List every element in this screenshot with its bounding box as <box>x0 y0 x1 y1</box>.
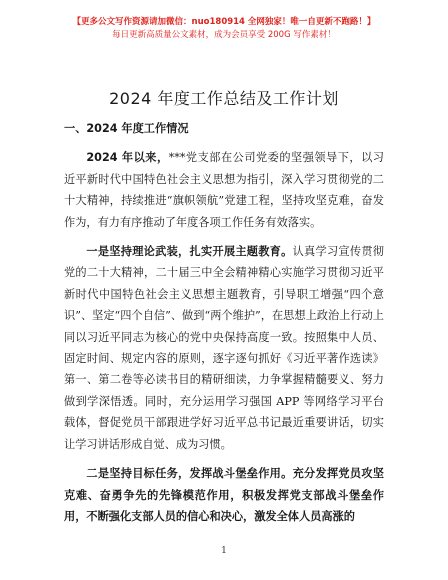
paragraph-3-lead: 二是坚持目标任务，发挥战斗堡垒作用。 <box>86 467 293 481</box>
promo-line-1: 【更多公文写作资源请加微信：nuo180914 全网独家！唯一自更新不跑路！】 <box>72 17 376 27</box>
page-number: 1 <box>221 546 227 556</box>
promo-line-2: 每日更新高质量公文素材，成为会员享受 200G 写作素材！ <box>112 30 336 40</box>
paragraph-2-lead: 一是坚持理论武装，扎实开展主题教育。 <box>86 245 293 259</box>
section-heading-1: 一、2024 年度工作情况 <box>64 122 189 135</box>
document-body <box>64 118 384 527</box>
promo-banner <box>0 16 448 42</box>
paragraph-3 <box>64 463 384 527</box>
document-title: 2024 年度工作总结及工作计划 <box>109 89 339 108</box>
paragraph-1-body: ***党支部在公司党委的坚强领导下，以习近平新时代中国特色社会主义思想为指引，深入学习贯彻党的二十大精神，持续推进“旗帜领航”党建工程，坚持攻坚克难，奋发作为，有力有序推动了年度各项工作任务有效落实。 <box>64 151 384 229</box>
paragraph-2-body: 认真学习宣传贯彻党的二十大精神，二十届三中全会精神精心实施学习贯彻习近平新时代中国特色社会主义思想主题教育，引导职工增强“四个意识”、坚定“四个自信”、做到“两个维护”，在思想上政治上行动上同以习近平同志为核心的党中央保持高度一致。按照集中人员、固定时间、规定内容的原则，逐字逐句抓好《习近平著作选读》第一、第二卷等必读书目的精研细读，力争掌握精髓要义、努力做到学深悟透。同时，充分运用学习强国 APP 等网络学习平台载体，督促党员干部跟进学好习近平总书记最近重要讲话，切实让学习讲话形成自觉、成为习惯。 <box>64 245 384 451</box>
paragraph-1-lead: 2024 年以来， <box>86 151 169 165</box>
paragraph-3-body: 充分发挥党员攻坚克难、奋勇争先的先锋模范作用，积极发挥党支部战斗堡垒作用，不断强化支部人员的信心和决心，激发全体人员高涨的 <box>64 467 384 523</box>
paragraph-2 <box>64 241 384 455</box>
paragraph-1 <box>64 147 384 233</box>
